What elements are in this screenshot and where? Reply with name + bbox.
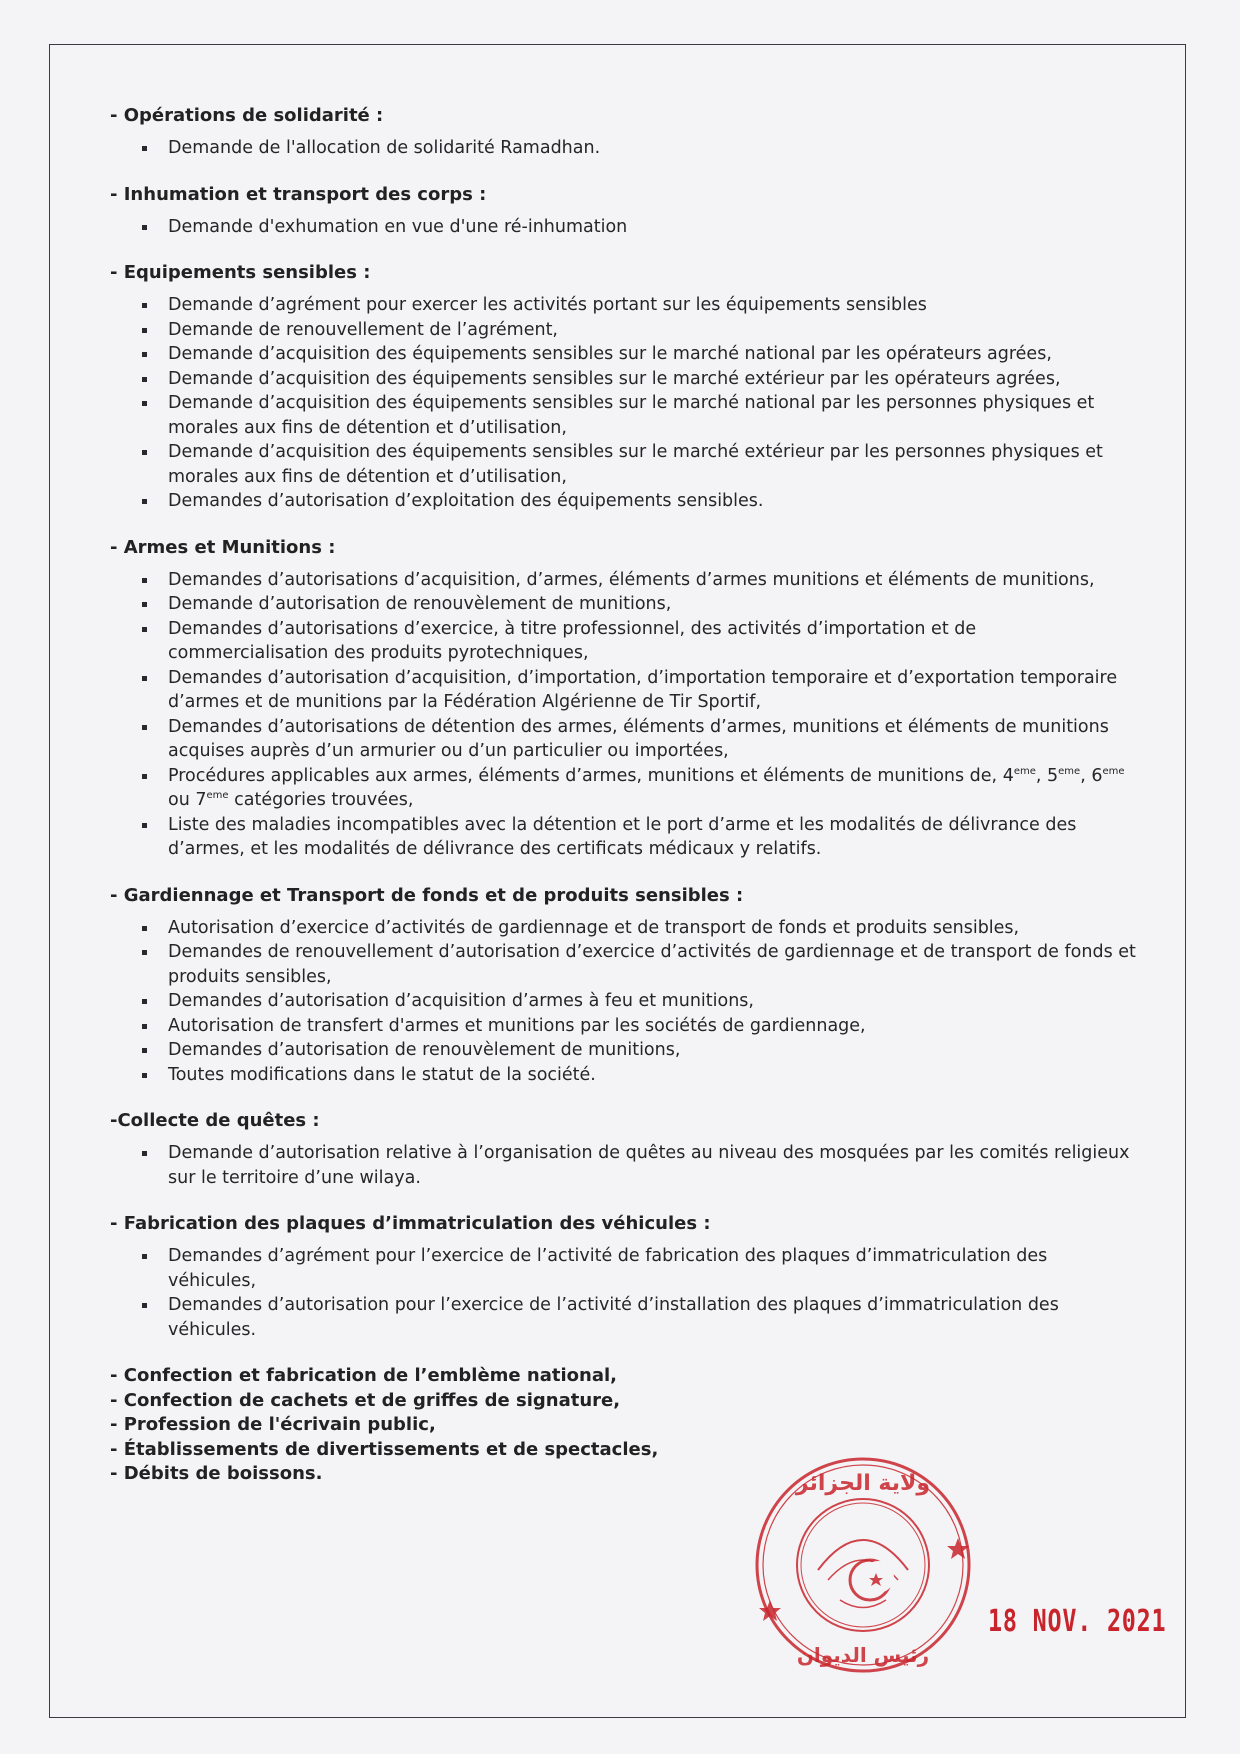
section-heading: - Gardiennage et Transport de fonds et de produits sensibles : bbox=[110, 884, 744, 906]
section-solidarite bbox=[110, 104, 1140, 161]
item-list bbox=[110, 293, 1140, 514]
section-equipements bbox=[110, 261, 1140, 514]
list-item: Demandes d’autorisation d’exploitation des équipements sensibles. bbox=[138, 489, 1140, 514]
list-item: Demandes d’autorisation d’acquisition d’armes à feu et munitions, bbox=[138, 989, 1140, 1014]
list-item: Demandes d’autorisation pour l’exercice de l’activité d’installation des plaques d’immatriculation des véhicules. bbox=[138, 1293, 1140, 1342]
section-heading: - Equipements sensibles : bbox=[110, 262, 371, 283]
list-item: Toutes modifications dans le statut de la société. bbox=[138, 1063, 1140, 1088]
item-list bbox=[110, 916, 1140, 1088]
final-line: - Débits de boissons. bbox=[110, 1463, 323, 1484]
list-item: Demande d’acquisition des équipements sensibles sur le marché national par les personnes physiques et morales aux fins de détention et d’utilisation, bbox=[138, 391, 1140, 440]
list-item: Demandes d’autorisation de renouvèlement de munitions, bbox=[138, 1038, 1140, 1063]
stamp-date: 18 NOV. 2021 bbox=[988, 1604, 1167, 1639]
list-item: Demande de l'allocation de solidarité Ramadhan. bbox=[138, 136, 1140, 161]
list-item: Demande d’autorisation de renouvèlement de munitions, bbox=[138, 592, 1140, 617]
section-heading: - Fabrication des plaques d’immatriculation des véhicules : bbox=[110, 1213, 711, 1234]
item-list bbox=[110, 568, 1140, 862]
list-item: Demande d'exhumation en vue d'une ré-inhumation bbox=[138, 215, 1140, 240]
section-gardiennage bbox=[110, 884, 1140, 1088]
final-line: - Confection de cachets et de griffes de signature, bbox=[110, 1389, 621, 1411]
list-item: Demande d’agrément pour exercer les activités portant sur les équipements sensibles bbox=[138, 293, 1140, 318]
section-heading: - Opérations de solidarité : bbox=[110, 105, 384, 126]
list-item: Procédures applicables aux armes, éléments d’armes, munitions et éléments de munitions de, 4eme, 5eme, 6eme ou 7eme catégories trouvées, bbox=[138, 764, 1140, 813]
section-heading: - Armes et Munitions : bbox=[110, 536, 336, 558]
official-seal-stamp bbox=[748, 1450, 978, 1680]
section-quetes bbox=[110, 1109, 1140, 1190]
list-item: Liste des maladies incompatibles avec la détention et le port d’arme et les modalités de délivrance des d’armes, et les modalités de délivrance des certificats médicaux y relatifs. bbox=[138, 813, 1140, 862]
final-line: - Établissements de divertissements et de spectacles, bbox=[110, 1438, 659, 1460]
list-item: Demande d’acquisition des équipements sensibles sur le marché extérieur par les opérateurs agrées, bbox=[138, 367, 1140, 392]
list-item: Demande d’acquisition des équipements sensibles sur le marché extérieur par les personnes physiques et morales aux fins de détention et d’utilisation, bbox=[138, 440, 1140, 489]
stamp-top-text: ولاية الجزائر bbox=[795, 1471, 931, 1496]
list-item: Demandes d’autorisations de détention des armes, éléments d’armes, munitions et éléments de munitions acquises auprès d’un armurier ou d’un particulier ou importées, bbox=[138, 715, 1140, 764]
section-plaques bbox=[110, 1212, 1140, 1342]
list-item: Autorisation de transfert d'armes et munitions par les sociétés de gardiennage, bbox=[138, 1014, 1140, 1039]
stamp-bottom-text: رئيس الديوان bbox=[796, 1643, 930, 1667]
section-armes bbox=[110, 536, 1140, 862]
item-list bbox=[110, 136, 1140, 161]
list-item: Demandes d’autorisation d’acquisition, d’importation, d’importation temporaire et d’exportation temporaire d’armes et de munitions par la Fédération Algérienne de Tir Sportif, bbox=[138, 666, 1140, 715]
list-item: Demandes d’agrément pour l’exercice de l’activité de fabrication des plaques d’immatriculation des véhicules, bbox=[138, 1244, 1140, 1293]
item-list bbox=[110, 215, 1140, 240]
list-item: Demande de renouvellement de l’agrément, bbox=[138, 318, 1140, 343]
document-body bbox=[110, 104, 1140, 1487]
list-item: Demandes d’autorisations d’exercice, à titre professionnel, des activités d’importation et de commercialisation des produits pyrotechniques, bbox=[138, 617, 1140, 666]
section-inhumation bbox=[110, 183, 1140, 240]
item-list bbox=[110, 1244, 1140, 1342]
list-item: Demande d’acquisition des équipements sensibles sur le marché national par les opérateurs agrées, bbox=[138, 342, 1140, 367]
final-list bbox=[110, 1364, 1140, 1487]
list-item: Autorisation d’exercice d’activités de gardiennage et de transport de fonds et produits sensibles, bbox=[138, 916, 1140, 941]
list-item: Demandes de renouvellement d’autorisation d’exercice d’activités de gardiennage et de transport de fonds et produits sensibles, bbox=[138, 940, 1140, 989]
section-heading: -Collecte de quêtes : bbox=[110, 1110, 320, 1131]
list-item: Demandes d’autorisations d’acquisition, d’armes, éléments d’armes munitions et éléments de munitions, bbox=[138, 568, 1140, 593]
final-line: - Profession de l'écrivain public, bbox=[110, 1414, 436, 1435]
list-item: Demande d’autorisation relative à l’organisation de quêtes au niveau des mosquées par les comités religieux sur le territoire d’une wilaya. bbox=[138, 1141, 1140, 1190]
section-heading: - Inhumation et transport des corps : bbox=[110, 183, 487, 205]
final-line: - Confection et fabrication de l’emblème national, bbox=[110, 1365, 617, 1386]
item-list bbox=[110, 1141, 1140, 1190]
